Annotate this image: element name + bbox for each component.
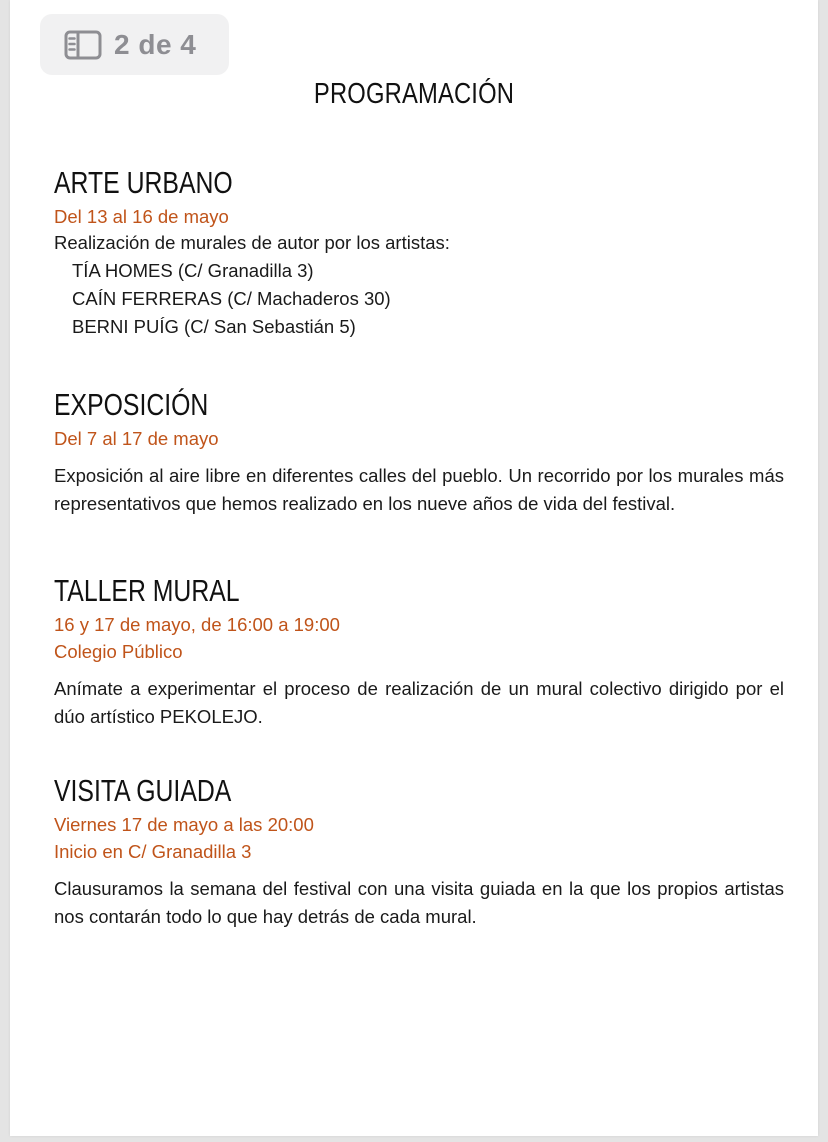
page-title: PROGRAMACIÓN: [313, 78, 515, 110]
section-taller-mural: [54, 574, 784, 731]
section-heading: EXPOSICIÓN: [54, 387, 209, 422]
section-description: Anímate a experimentar el proceso de realización de un mural colectivo dirigido por el dúo artístico PEKOLEJO.: [54, 678, 784, 727]
section-date: Del 7 al 17 de mayo: [54, 428, 219, 449]
section-date: Viernes 17 de mayo a las 20:00: [54, 814, 314, 835]
artist-item: BERNI PUÍG (C/ San Sebastián 5): [72, 316, 356, 337]
section-intro: Realización de murales de autor por los artistas:: [54, 232, 450, 253]
section-description: Clausuramos la semana del festival con una visita guiada en la que los propios artistas nos contarán todo lo que hay detrás de cada mural.: [54, 878, 784, 927]
section-description: Exposición al aire libre en diferentes calles del pueblo. Un recorrido por los murales más representativos que hemos realizado en los nueve años de vida del festival.: [54, 465, 784, 514]
section-heading: VISITA GUIADA: [54, 773, 232, 808]
section-visita-guiada: [54, 774, 784, 931]
page-indicator[interactable]: [40, 14, 229, 75]
section-location: Inicio en C/ Granadilla 3: [54, 841, 252, 862]
section-arte-urbano: [54, 166, 784, 341]
page-indicator-label: 2 de 4: [114, 28, 197, 60]
artist-item: TÍA HOMES (C/ Granadilla 3): [72, 260, 314, 281]
section-heading: ARTE URBANO: [54, 165, 233, 200]
section-date: Del 13 al 16 de mayo: [54, 206, 229, 227]
sidebar-icon: [64, 30, 102, 60]
section-exposicion: [54, 388, 784, 518]
section-heading: TALLER MURAL: [54, 573, 240, 608]
section-date: 16 y 17 de mayo, de 16:00 a 19:00: [54, 614, 340, 635]
artist-item: CAÍN FERRERAS (C/ Machaderos 30): [72, 288, 391, 309]
section-location: Colegio Público: [54, 641, 183, 662]
